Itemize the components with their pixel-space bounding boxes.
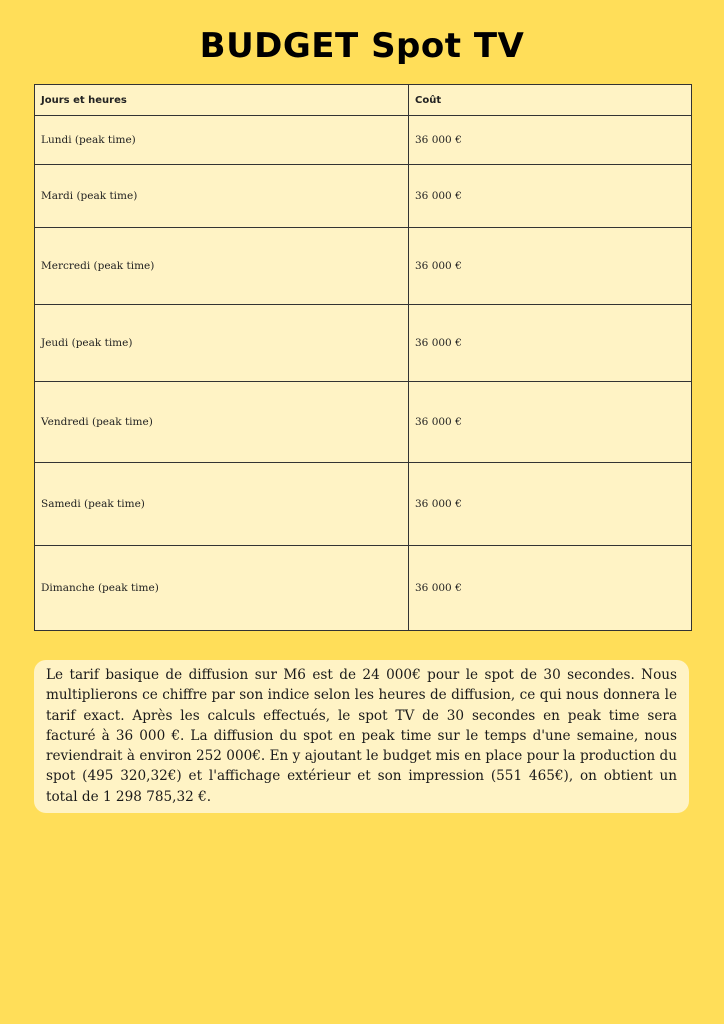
table-row	[35, 382, 692, 463]
day-cell: Mercredi (peak time)	[35, 228, 409, 305]
cost-cell: 36 000 €	[409, 463, 692, 546]
cost-cell: 36 000 €	[409, 546, 692, 631]
budget-explanation-text: Le tarif basique de diffusion sur M6 est de 24 000€ pour le spot de 30 secondes. Nous multiplierons ce chiffre par son indice selon les heures de diffusion, ce qui nous donnera le tarif exact. Après les calculs effectués, le spot TV de 30 secondes en peak time sera facturé à 36 000 €. La diffusion du spot en peak time sur le temps d'une semaine, nous reviendrait à environ 252 000€. En y ajoutant le budget mis en place pour la production du spot (495 320,32€) et l'affichage extérieur et son impression (551 465€), on obtient un total de 1 298 785,32 €.	[34, 660, 689, 813]
day-cell: Jeudi (peak time)	[35, 305, 409, 382]
cost-cell: 36 000 €	[409, 382, 692, 463]
cost-cell: 36 000 €	[409, 165, 692, 228]
day-cell: Lundi (peak time)	[35, 116, 409, 165]
column-header-cost: Coût	[409, 85, 692, 116]
day-cell: Mardi (peak time)	[35, 165, 409, 228]
cost-cell: 36 000 €	[409, 228, 692, 305]
column-header-days: Jours et heures	[35, 85, 409, 116]
table-row	[35, 165, 692, 228]
table-row	[35, 463, 692, 546]
day-cell: Samedi (peak time)	[35, 463, 409, 546]
cost-cell: 36 000 €	[409, 305, 692, 382]
table-row	[35, 228, 692, 305]
table-header-row	[35, 85, 692, 116]
budget-table	[34, 84, 692, 631]
day-cell: Dimanche (peak time)	[35, 546, 409, 631]
table-row	[35, 546, 692, 631]
table-row	[35, 305, 692, 382]
table-row	[35, 116, 692, 165]
cost-cell: 36 000 €	[409, 116, 692, 165]
day-cell: Vendredi (peak time)	[35, 382, 409, 463]
page-title: BUDGET Spot TV	[199, 26, 525, 66]
